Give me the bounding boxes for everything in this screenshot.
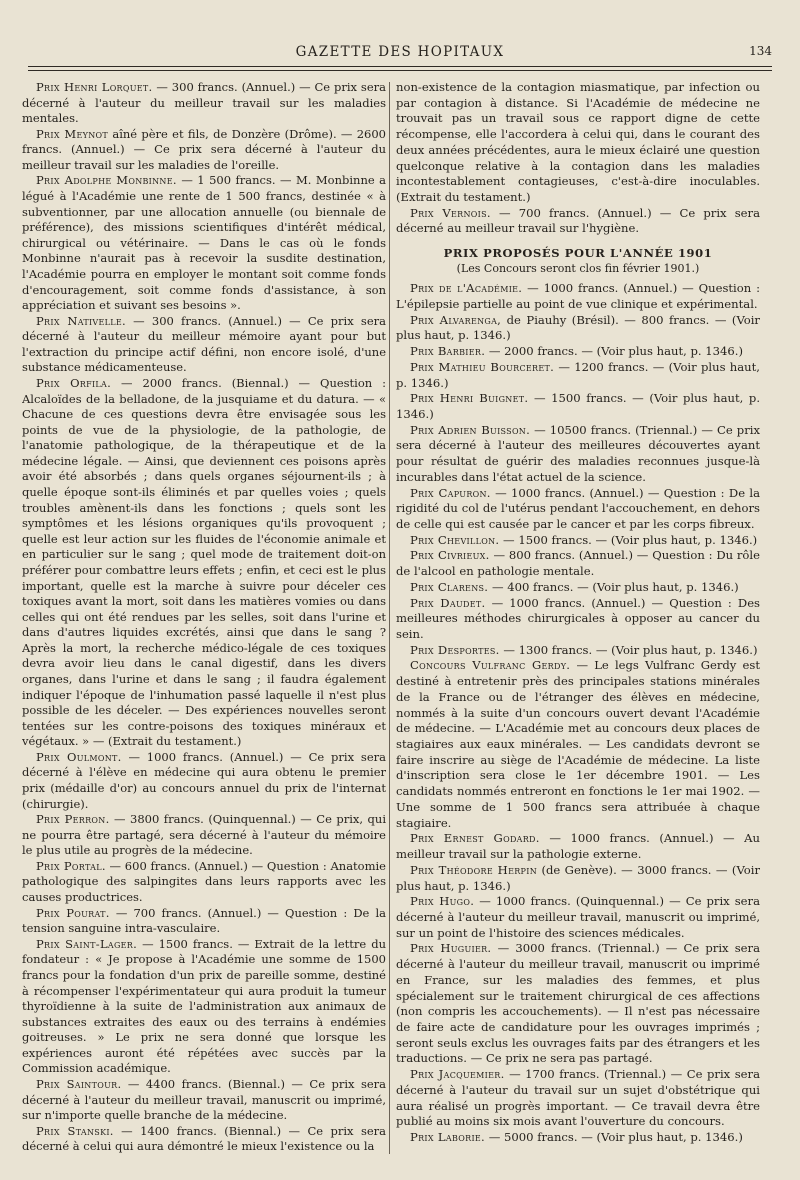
prize-text: — 1000 francs. (Annuel.) — Question : L'épilepsie partielle au point de vue clinique et expérimental. bbox=[396, 281, 760, 311]
prize-text: — 2000 francs. (Biennal.) — Question : Alcaloïdes de la belladone, de la jusquiame et du datura. — « Chacune de ces questions devra être envisagée sous les points de vue de la physiologie, de la pathologie, de l'anatomie pathologique, de la thérapeutique et de la médecine légale. — Ainsi, que deviennent ces poisons après avoir été absorbés ; dans quels organes séjournent-ils ; à quelle époque sont-ils éliminés et par quelles voies ; quels troubles amènent-ils dans les fonctions ; quels sont les symptômes et les lésions organiques qu'ils provoquent ; quelle est leur action sur les fluides de l'économie animale et en particulier sur le sang ; quel mode de traitement doit-on préférer pour combattre leurs effets ; enfin, et ceci est le plus important, quelle est la marche à suivre pour déceler ces toxiques avant la mort, soit dans les matières vomies ou dans celles qui ont été rendues par les selles, soit dans l'urine et dans d'autres liquides excrétés, ainsi que dans le sang ? Après la mort, la recherche médico-légale de ces toxiques devra avoir lieu dans le canal digestif, dans les divers organes, dans l'urine et dans le sang ; il faudra également indiquer l'époque de l'inhumation passé laquelle il n'est plus possible de les déceler. — Des expériences nouvelles seront tentées sur les contre-poisons des toxiques minéraux et végétaux. » — (Extrait du testament.) bbox=[22, 375, 386, 749]
right-column bbox=[396, 80, 760, 1160]
prize-entry bbox=[396, 281, 760, 312]
header-rule-bottom bbox=[28, 70, 772, 71]
prize-entry bbox=[396, 344, 760, 360]
prize-text: — 1000 francs. (Annuel.) — Ce prix sera décerné à l'élève en médecine qui aura obtenu le premier prix (médaille d'or) au concours annuel du prix de l'internat (chirurgie). bbox=[22, 749, 386, 811]
prize-name: Prix Daudet. bbox=[410, 595, 486, 610]
prize-name: Prix Chevillon. bbox=[410, 532, 500, 547]
prize-text: — 300 francs. (Annuel.) — Ce prix sera décerné à l'auteur du meilleur mémoire ayant pour but l'extraction du principe actif défini, non encore isolé, d'une substance médicamenteuse. bbox=[22, 313, 386, 375]
prize-entry bbox=[396, 863, 760, 894]
prize-text: aîné père et fils, de Donzère (Drôme). — 2600 francs. (Annuel.) — Ce prix sera décerné à l'auteur du meilleur travail sur les maladies de l'oreille. bbox=[22, 126, 386, 172]
prize-entry bbox=[396, 423, 760, 486]
prize-text: — 3800 francs. (Quinquennal.) — Ce prix, qui ne pourra être partagé, sera décerné à l'auteur du mémoire le plus utile au progrès de la médecine. bbox=[22, 812, 386, 858]
prize-text: — 4400 francs. (Biennal.) — Ce prix sera décerné à l'auteur du meilleur travail, manuscrit ou imprimé, sur n'importe quelle branche de la médecine. bbox=[22, 1077, 386, 1123]
prize-entry bbox=[22, 812, 386, 859]
prize-text: — 1000 francs. (Annuel.) — Question : De la rigidité du col de l'utérus pendant l'accouchement, en dehors de celle qui est causée par le cancer et par les corps fibreux. bbox=[396, 485, 760, 531]
prize-text: — 1500 francs. — Extrait de la lettre du fondateur : « Je propose à l'Académie une somme de 1500 francs pour la fondation d'un prix de pareille somme, destiné à récompenser l'expérimentateur qui aura produit la tumeur thyroïdienne à la suite de l'administration aux animaux de substances extraites des eaux ou des terrains à endémies goitreuses. » Le prix ne sera donné que lorsque les expériences auront été répétées avec succès par la Commission académique. bbox=[22, 936, 386, 1076]
prize-entry bbox=[396, 548, 760, 579]
prize-entry bbox=[22, 127, 386, 174]
prize-text: — 1500 francs. — (Voir plus haut, p. 1346.) bbox=[499, 532, 758, 547]
header-rule-top bbox=[28, 66, 772, 67]
prize-text: — 600 francs. (Annuel.) — Question : Anatomie pathologique des salpingites dans leurs rapports avec les causes productrices. bbox=[22, 858, 386, 905]
prize-text: — 10500 francs. (Triennal.) — Ce prix sera décerné à l'auteur des meilleures découvertes ayant pour résultat de guérir des maladies reconnues jusque-là incurables dans l'état actuel de la science. bbox=[396, 422, 760, 484]
prize-name: Prix Saint-Lager. bbox=[36, 936, 138, 951]
prize-name: Prix Théodore Herpin bbox=[410, 862, 538, 877]
prize-entry bbox=[22, 859, 386, 906]
journal-title: GAZETTE DES HOPITAUX bbox=[295, 44, 505, 60]
prize-text: de Piauhy (Brésil). — 800 francs. — (Voir plus haut, p. 1346.) bbox=[396, 312, 760, 343]
prize-name: Prix Pourat. bbox=[36, 905, 110, 920]
prize-text: — Le legs Vulfranc Gerdy est destiné à entretenir près des principales stations minérales de la France ou de l'étranger des élèves en médecine, nommés à la suite d'un concours ouvert devant l'Académie de médecine. — L'Académie met au concours deux places de stagiaires aux eaux minérales. — Les candidats devront se faire inscrire au siège de l'Académie de médecine. La liste d'inscription sera close le 1er décembre 1901. — Les candidats nommés entreront en fonctions le 1er mai 1902. — Une somme de 1 500 francs sera attribuée à chaque stagiaire. bbox=[396, 658, 760, 830]
prize-name: Prix Saintour. bbox=[36, 1077, 122, 1091]
prize-name: Prix Desportes. bbox=[410, 642, 500, 657]
continued-paragraph: non-existence de la contagion miasmatique, par infection ou par contagion à distance. Si l'Académie de médecine ne trouvait pas un travail sous ce rapport digne de cette récompense, elle l'accordera à celui qui, dans le courant des deux années précédentes, aura le mieux éclairé une question quelconque relative à la contagion dans les maladies incontestablement contagieuses, c'est-à-dire inoculables. (Extrait du testament.) bbox=[396, 80, 760, 205]
prize-entry bbox=[396, 658, 760, 831]
prize-entry bbox=[396, 894, 760, 941]
prize-name: Prix Clarens. bbox=[410, 579, 489, 594]
prize-entry bbox=[22, 1124, 386, 1155]
prize-text: — 400 francs. — (Voir plus haut, p. 1346.) bbox=[488, 579, 739, 594]
prize-text: — 5000 francs. — (Voir plus haut, p. 1346.) bbox=[485, 1130, 743, 1144]
prize-name: Prix Hugo. bbox=[410, 894, 475, 909]
prize-name: Prix Henri Lorquet. bbox=[36, 80, 153, 94]
prize-text: — 700 francs. (Annuel.) — Question : De la tension sanguine intra-vasculaire. bbox=[22, 905, 386, 936]
prize-name: Prix Laborie. bbox=[410, 1130, 486, 1144]
prize-name: Prix Barbier. bbox=[410, 344, 486, 359]
prize-text: — 800 francs. (Annuel.) — Question : Du rôle de l'alcool en pathologie mentale. bbox=[396, 548, 760, 579]
prize-text: — 1 500 francs. — M. Monbinne a légué à l'Académie une rente de 1 500 francs, destinée « à subventionner, par une allocation annuelle (ou biennale de préférence), des missions scientifiques d'intérêt médical, chirurgical ou vétérinaire. — Dans le cas où le fonds Monbinne n'aurait pas à recevoir la susdite destination, l'Académie pourra en employer le montant soit comme fonds d'encouragement, soit comme fonds d'assistance, à son appréciation et suivant ses besoins ». bbox=[22, 173, 386, 313]
prize-name: Prix Vernois. bbox=[410, 205, 491, 220]
page-number: 134 bbox=[749, 44, 772, 58]
prize-name: Prix Adrien Buisson. bbox=[410, 422, 531, 437]
prize-entry bbox=[22, 750, 386, 812]
prize-entry bbox=[22, 906, 386, 937]
left-column bbox=[22, 80, 386, 1160]
prize-text: — 1700 francs. (Triennal.) — Ce prix sera décerné à l'auteur du travail sur un sujet d'obstétrique qui aura réalisé un progrès important. — Ce travail devra être publié au moins six mois avant l'ouverture du concours. bbox=[396, 1067, 760, 1129]
prize-name: Prix Civrieux. bbox=[410, 548, 490, 563]
prize-name: Prix Alvarenga, bbox=[410, 312, 502, 327]
prize-entry bbox=[396, 533, 760, 549]
prize-name: Prix Adolphe Monbinne. bbox=[36, 173, 177, 188]
prize-name: Prix Henri Buignet. bbox=[410, 391, 529, 406]
prize-text: — 1000 francs. (Annuel.) — Au meilleur travail sur la pathologie externe. bbox=[396, 831, 760, 862]
column-divider bbox=[389, 82, 390, 1154]
prize-name: Prix Jacquemier. bbox=[410, 1067, 505, 1082]
prize-text: — 2000 francs. — (Voir plus haut, p. 1346.) bbox=[485, 344, 744, 359]
prize-name: Prix Oulmont. bbox=[36, 749, 122, 764]
prize-entry bbox=[22, 314, 386, 376]
prize-entry bbox=[396, 1130, 760, 1146]
prize-name: Prix Meynot bbox=[36, 126, 109, 141]
prize-name: Prix Portal. bbox=[36, 858, 106, 873]
prize-entry bbox=[22, 937, 386, 1077]
prize-entry bbox=[396, 391, 760, 422]
prize-entry bbox=[396, 313, 760, 344]
prize-text: — 1000 francs. (Annuel.) — Question : Des meilleures méthodes chirurgicales à opposer au cancer du sein. bbox=[396, 595, 760, 641]
prize-text: — 1500 francs. — (Voir plus haut, p. 1346.) bbox=[396, 391, 760, 421]
section-subheading: (Les Concours seront clos fin février 1901.) bbox=[456, 262, 700, 276]
prize-entry bbox=[396, 941, 760, 1067]
prize-text: — 1400 francs. (Biennal.) — Ce prix sera décerné à celui qui aura démontré le mieux l'existence ou la bbox=[22, 1123, 386, 1154]
prize-text: — 1000 francs. (Quinquennal.) — Ce prix sera décerné à l'auteur du meilleur travail, manuscrit ou imprimé, sur un point de l'histoire des sciences médicales. bbox=[396, 894, 760, 940]
prize-entry bbox=[396, 360, 760, 391]
prize-entry bbox=[22, 376, 386, 750]
prize-entry bbox=[396, 206, 760, 237]
prize-entry bbox=[396, 643, 760, 659]
prize-text: — 700 francs. (Annuel.) — Ce prix sera décerné au meilleur travail sur l'hygiène. bbox=[396, 205, 760, 236]
prize-name: Prix Nativelle. bbox=[36, 313, 126, 328]
prize-name: Prix Ernest Godard. bbox=[410, 831, 540, 846]
prize-entry bbox=[22, 173, 386, 313]
prize-entry bbox=[396, 486, 760, 533]
page-header bbox=[28, 40, 772, 64]
prize-name: Prix de l'Académie. bbox=[410, 281, 523, 296]
prize-text: — 1200 francs. — (Voir plus haut, p. 1346.) bbox=[396, 359, 760, 390]
prize-entry bbox=[396, 596, 760, 643]
prize-text: — 300 francs. (Annuel.) — Ce prix sera décerné à l'auteur du meilleur travail sur les maladies mentales. bbox=[22, 80, 386, 126]
prize-entry bbox=[22, 1077, 386, 1124]
prize-entry bbox=[396, 1067, 760, 1130]
prize-name: Prix Orfila. bbox=[36, 375, 112, 390]
prize-name: Concours Vulfranc Gerdy. bbox=[410, 658, 571, 673]
prize-text: (de Genève). — 3000 francs. — (Voir plus haut, p. 1346.) bbox=[396, 862, 760, 893]
prize-entry bbox=[396, 580, 760, 596]
prize-entry bbox=[22, 80, 386, 127]
prize-name: Prix Huguier. bbox=[410, 941, 492, 956]
prize-text: — 3000 francs. (Triennal.) — Ce prix sera décerné à l'auteur du meilleur travail, manuscrit ou imprimé en France, sur les maladies des femmes, et plus spécialement sur le traitement chirurgical de ces affections (non compris les accouchements). — Il n'est pas nécessaire de faire acte de candidature pour les ouvrages imprimés ; seront seuls exclus les ouvrages faits par des étrangers et les traductions. — Ce prix ne sera pas partagé. bbox=[396, 941, 760, 1066]
section-heading: PRIX PROPOSÉS POUR L'ANNÉE 1901 bbox=[443, 246, 713, 261]
prize-name: Prix Perron. bbox=[36, 812, 110, 827]
prize-name: Prix Mathieu Bourceret. bbox=[410, 359, 555, 374]
prize-name: Prix Capuron. bbox=[410, 485, 491, 500]
prize-name: Prix Stanski. bbox=[36, 1123, 114, 1138]
prize-text: — 1300 francs. — (Voir plus haut, p. 1346.) bbox=[499, 642, 758, 657]
prize-entry bbox=[396, 831, 760, 862]
